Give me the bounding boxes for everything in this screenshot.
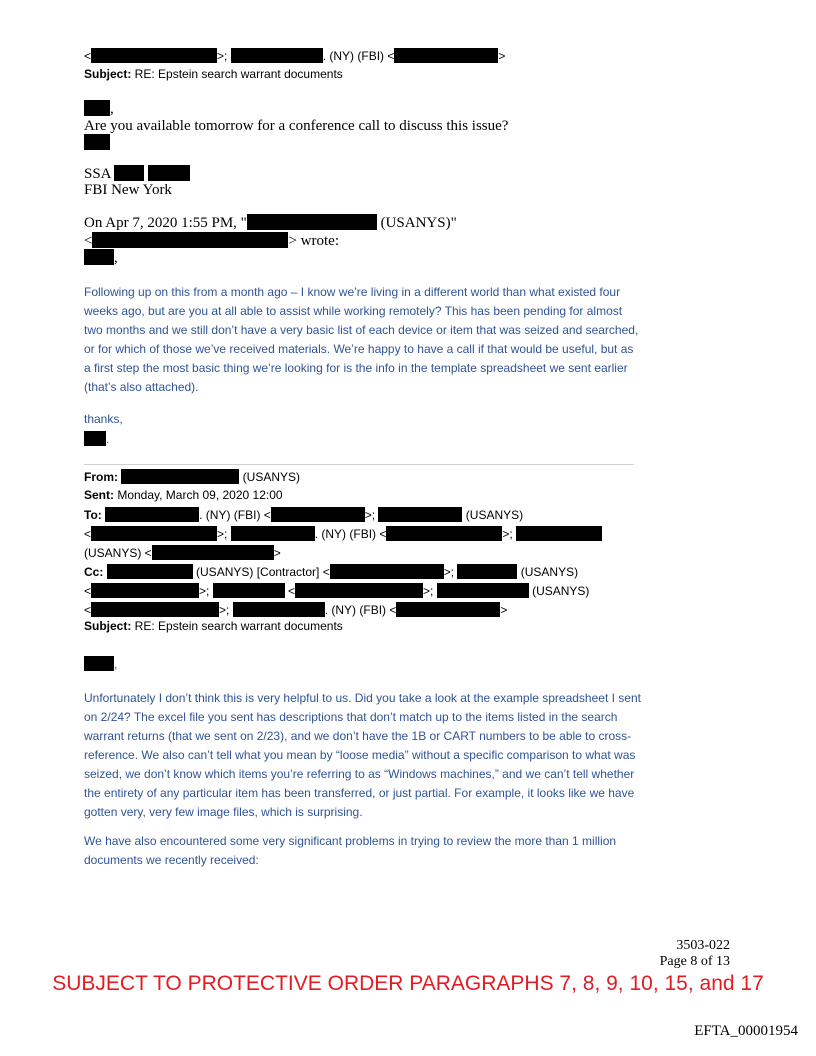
cc-text: >; [199, 584, 210, 598]
redaction [295, 583, 423, 598]
quoted-greeting [84, 249, 118, 267]
cc-label: Cc: [84, 565, 104, 579]
redaction [91, 526, 217, 541]
reply-initials [84, 134, 110, 152]
redaction [233, 602, 325, 617]
email2-sent [84, 488, 283, 502]
email2-cc-line2 [84, 583, 589, 598]
reply-question: Are you available tomorrow for a conference call to discuss this issue? [84, 118, 509, 134]
redaction [396, 602, 500, 617]
redaction [91, 583, 199, 598]
quoted-thanks: thanks, [84, 412, 123, 426]
to-text: (USANYS) [462, 508, 524, 522]
redaction [114, 165, 144, 181]
header-text: > [498, 49, 506, 63]
signature-title [84, 165, 190, 183]
redaction [84, 431, 106, 446]
to-label: To: [84, 508, 102, 522]
subject-text: RE: Epstein search warrant documents [131, 67, 343, 81]
to-text: >; [502, 527, 513, 541]
redaction [84, 656, 114, 671]
email2-from [84, 469, 300, 484]
greeting-suffix: , [114, 250, 118, 266]
header-subject-line [84, 67, 343, 81]
sent-label: Sent: [84, 488, 114, 502]
quote-intro-text: < [84, 233, 93, 249]
redaction [271, 507, 365, 522]
cc-text: (USANYS) [528, 584, 590, 598]
quote-wrote-line [84, 232, 339, 250]
redaction [84, 249, 114, 265]
cc-text: >; [443, 565, 455, 579]
cc-text: < [84, 603, 92, 617]
redaction [148, 165, 190, 181]
efta-number: EFTA_00001954 [694, 1023, 798, 1039]
to-text: > [273, 546, 281, 560]
cc-text: (USANYS) [517, 565, 579, 579]
to-text: . (NY) (FBI) < [314, 527, 387, 541]
redaction [437, 583, 529, 598]
redaction [91, 602, 219, 617]
redaction [386, 526, 502, 541]
quoted-paragraph: Following up on this from a month ago – I know we’re living in a different world than what existed four weeks ago, but are you at all able to assist while working remotely? This has been pending for almost two months and we still don’t have a very basic list of each device or item that was seized and searched, or for which of those we’ve received materials. We’re happy to have a call if that would be useful, but as a first step the most basic thing we’re looking for is the info in the template spreadsheet we sent earlier (that’s also attached). [84, 285, 639, 394]
redaction [247, 214, 377, 230]
subject-text: RE: Epstein search warrant documents [131, 619, 343, 633]
header-text: >; [217, 49, 228, 63]
cc-text: < [84, 584, 92, 598]
email2-to-line2 [84, 526, 602, 541]
email2-to-line1 [84, 507, 523, 522]
redaction [378, 507, 462, 522]
protective-order-notice: SUBJECT TO PROTECTIVE ORDER PARAGRAPHS 7, 8, 9, 10, 15, and 17 [52, 972, 764, 995]
redaction [152, 545, 274, 560]
cc-text: . (NY) (FBI) < [324, 603, 397, 617]
redaction [84, 134, 110, 150]
quoted-signature [84, 430, 109, 449]
header-text: . (NY) (FBI) < [322, 49, 395, 63]
redaction [394, 48, 498, 63]
redaction [84, 100, 110, 116]
redaction [91, 48, 217, 63]
to-text: >; [217, 527, 228, 541]
to-text: < [84, 527, 92, 541]
quote-intro-text: > wrote: [288, 233, 339, 249]
subject-label: Subject: [84, 67, 132, 81]
to-text: . (NY) (FBI) < [199, 508, 271, 522]
from-text: (USANYS) [239, 470, 301, 484]
subject-label: Subject: [84, 619, 132, 633]
signature-office: FBI New York [84, 182, 172, 198]
redaction [231, 526, 315, 541]
doc-number: 3503-022 [676, 938, 730, 953]
email2-cc-line1 [84, 564, 578, 579]
greeting-suffix: , [110, 101, 114, 117]
quote-intro-line [84, 214, 457, 232]
cc-text: >; [219, 603, 230, 617]
quote-intro-text: On Apr 7, 2020 1:55 PM, " [84, 215, 247, 231]
email-divider [84, 464, 634, 465]
greeting-suffix: , [114, 657, 118, 671]
email2-paragraph-1: Unfortunately I don’t think this is very helpful to us. Did you take a look at the example spreadsheet I sent on 2/24? The excel file you sent has descriptions that don’t match up to the items listed in the search warrant returns (that we sent on 2/23), and we don’t have the 1B or CART numbers to be able to cross-reference. We also can’t tell what you mean by “loose media” without a specific comparison to what was seized, we don’t know which items you’re referring to as “Windows machines,” and we can’t tell whether the entirety of any particular item has been transferred, or just partial. For example, it looks like we have gotten very, very few image files, which is surprising. [84, 691, 641, 819]
page-number: Page 8 of 13 [659, 954, 730, 969]
sent-text: Monday, March 09, 2020 12:00 [114, 488, 283, 502]
redaction [107, 564, 193, 579]
redaction [330, 564, 444, 579]
email2-paragraph-2: We have also encountered some very significant problems in trying to review the more than 1 million documents we recently received: [84, 834, 617, 867]
redaction [231, 48, 323, 63]
header-address-line [84, 48, 505, 63]
redaction [457, 564, 517, 579]
header-text: < [84, 49, 92, 63]
email2-cc-line3 [84, 602, 507, 617]
redaction [213, 583, 285, 598]
from-label: From: [84, 470, 118, 484]
email2-subject [84, 619, 343, 633]
to-text: >; [364, 508, 376, 522]
redaction [121, 469, 239, 484]
sig-title: SSA [84, 166, 111, 182]
cc-text: < [284, 584, 296, 598]
quote-intro-text: (USANYS)" [376, 215, 457, 231]
reply-greeting [84, 100, 114, 118]
cc-text: > [500, 603, 508, 617]
to-text: (USANYS) < [84, 546, 152, 560]
redaction [105, 507, 199, 522]
email2-to-line3 [84, 545, 281, 560]
cc-text: (USANYS) [Contractor] < [192, 565, 330, 579]
redaction [516, 526, 602, 541]
cc-text: >; [423, 584, 434, 598]
redaction [92, 232, 288, 248]
email2-greeting [84, 655, 117, 674]
sig-suffix: . [106, 432, 110, 446]
